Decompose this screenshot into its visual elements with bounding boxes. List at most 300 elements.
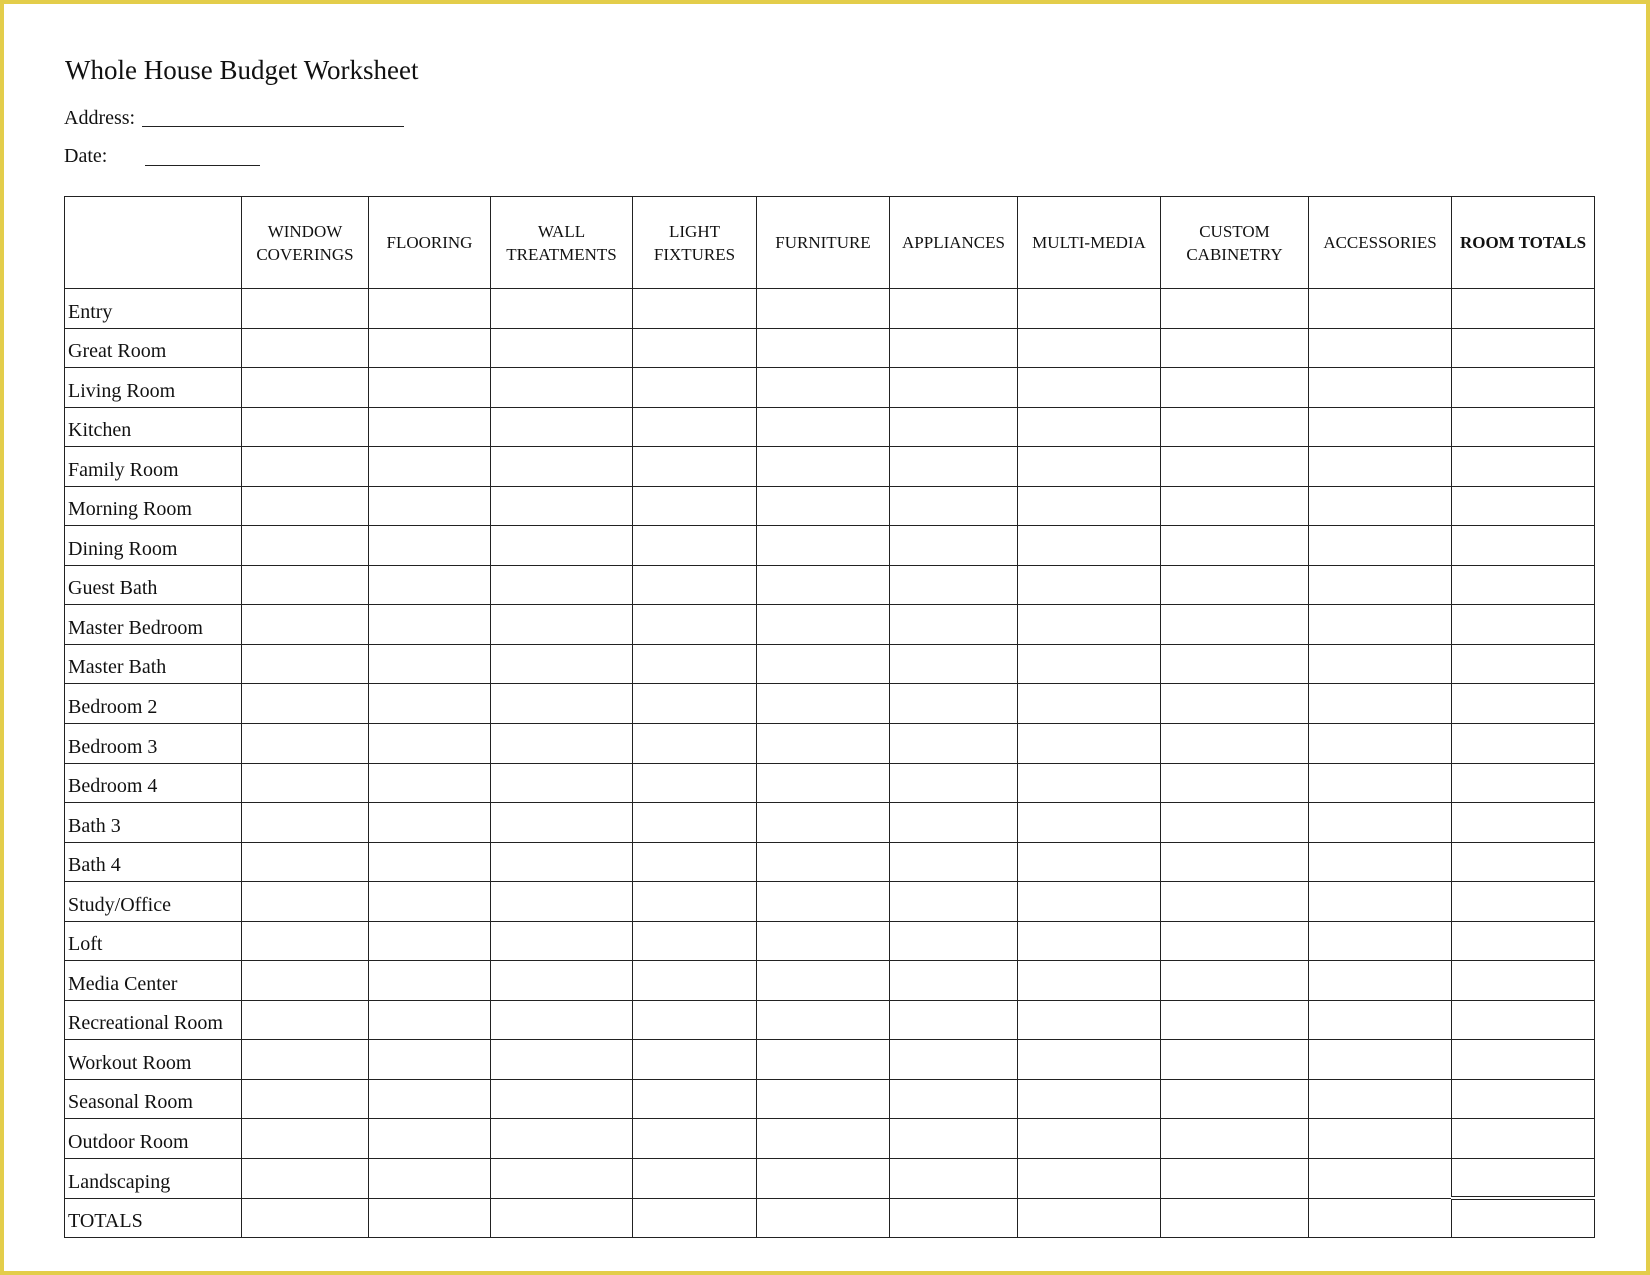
- budget-cell[interactable]: [757, 605, 890, 645]
- address-label: Address:: [64, 107, 136, 129]
- budget-cell[interactable]: [757, 289, 890, 329]
- budget-cell[interactable]: [242, 803, 369, 843]
- budget-cell[interactable]: [633, 368, 757, 408]
- table-row: [65, 486, 1595, 526]
- budget-cell[interactable]: [1161, 565, 1309, 605]
- budget-cell[interactable]: [1309, 526, 1452, 566]
- budget-cell[interactable]: [633, 605, 757, 645]
- budget-cell[interactable]: [242, 1159, 369, 1199]
- budget-cell[interactable]: [757, 684, 890, 724]
- room-total-cell[interactable]: [1452, 644, 1595, 684]
- room-total-cell[interactable]: [1452, 1198, 1595, 1238]
- budget-cell[interactable]: [890, 803, 1018, 843]
- budget-cell[interactable]: [1161, 447, 1309, 487]
- budget-cell[interactable]: [1309, 763, 1452, 803]
- budget-cell[interactable]: [633, 526, 757, 566]
- budget-cell[interactable]: [757, 1040, 890, 1080]
- budget-cell[interactable]: [491, 1079, 633, 1119]
- budget-cell[interactable]: [491, 882, 633, 922]
- table-row: [65, 407, 1595, 447]
- budget-cell[interactable]: [1309, 644, 1452, 684]
- row-label: Dining Room: [65, 526, 242, 566]
- row-label: Seasonal Room: [65, 1079, 242, 1119]
- budget-cell[interactable]: [369, 1079, 491, 1119]
- budget-table-body: [65, 289, 1595, 1238]
- budget-cell[interactable]: [369, 842, 491, 882]
- budget-cell[interactable]: [369, 289, 491, 329]
- budget-cell[interactable]: [1309, 605, 1452, 645]
- budget-cell[interactable]: [1018, 565, 1161, 605]
- budget-cell[interactable]: [242, 1000, 369, 1040]
- budget-cell[interactable]: [1309, 961, 1452, 1001]
- budget-cell[interactable]: [369, 1000, 491, 1040]
- budget-cell[interactable]: [1161, 1198, 1309, 1238]
- budget-cell[interactable]: [1018, 644, 1161, 684]
- row-label: TOTALS: [65, 1198, 242, 1238]
- budget-cell[interactable]: [491, 1000, 633, 1040]
- budget-cell[interactable]: [757, 1159, 890, 1199]
- budget-cell[interactable]: [491, 526, 633, 566]
- date-label: Date:: [64, 145, 108, 167]
- budget-cell[interactable]: [369, 486, 491, 526]
- budget-cell[interactable]: [1161, 407, 1309, 447]
- budget-cell[interactable]: [890, 644, 1018, 684]
- budget-cell[interactable]: [369, 447, 491, 487]
- budget-cell[interactable]: [242, 644, 369, 684]
- budget-cell[interactable]: [242, 961, 369, 1001]
- budget-cell[interactable]: [1309, 882, 1452, 922]
- row-label: Bedroom 4: [65, 763, 242, 803]
- budget-cell[interactable]: [1018, 724, 1161, 764]
- table-row: [65, 1040, 1595, 1080]
- table-row: [65, 289, 1595, 329]
- budget-cell[interactable]: [633, 1119, 757, 1159]
- budget-cell[interactable]: [1309, 842, 1452, 882]
- budget-cell[interactable]: [242, 842, 369, 882]
- row-label: Great Room: [65, 328, 242, 368]
- budget-cell[interactable]: [633, 1198, 757, 1238]
- page-title: Whole House Budget Worksheet: [65, 55, 419, 85]
- budget-cell[interactable]: [369, 328, 491, 368]
- budget-cell[interactable]: [757, 921, 890, 961]
- budget-cell[interactable]: [1309, 1079, 1452, 1119]
- row-label: Study/Office: [65, 882, 242, 922]
- budget-cell[interactable]: [890, 486, 1018, 526]
- budget-cell[interactable]: [1161, 961, 1309, 1001]
- table-row: [65, 1119, 1595, 1159]
- budget-cell[interactable]: [491, 368, 633, 408]
- room-total-cell[interactable]: [1452, 407, 1595, 447]
- budget-cell[interactable]: [633, 328, 757, 368]
- budget-cell[interactable]: [491, 289, 633, 329]
- budget-cell[interactable]: [890, 1000, 1018, 1040]
- column-header-room-totals: ROOM TOTALS: [1452, 197, 1595, 289]
- budget-cell[interactable]: [633, 803, 757, 843]
- budget-cell[interactable]: [1161, 842, 1309, 882]
- budget-cell[interactable]: [369, 644, 491, 684]
- budget-cell[interactable]: [890, 1040, 1018, 1080]
- budget-cell[interactable]: [491, 644, 633, 684]
- budget-cell[interactable]: [890, 724, 1018, 764]
- budget-cell[interactable]: [757, 368, 890, 408]
- budget-cell[interactable]: [757, 407, 890, 447]
- budget-cell[interactable]: [242, 1198, 369, 1238]
- budget-cell[interactable]: [890, 565, 1018, 605]
- budget-cell[interactable]: [369, 565, 491, 605]
- header-row: [65, 197, 1595, 289]
- room-total-cell[interactable]: [1452, 486, 1595, 526]
- budget-cell[interactable]: [1018, 289, 1161, 329]
- room-total-cell[interactable]: [1452, 368, 1595, 408]
- room-total-cell[interactable]: [1452, 1159, 1595, 1199]
- row-label: Bedroom 2: [65, 684, 242, 724]
- budget-cell[interactable]: [890, 407, 1018, 447]
- budget-cell[interactable]: [890, 1198, 1018, 1238]
- budget-cell[interactable]: [757, 565, 890, 605]
- budget-cell[interactable]: [242, 763, 369, 803]
- budget-cell[interactable]: [633, 724, 757, 764]
- budget-cell[interactable]: [1018, 1079, 1161, 1119]
- budget-cell[interactable]: [1018, 526, 1161, 566]
- budget-cell[interactable]: [1161, 486, 1309, 526]
- budget-cell[interactable]: [757, 644, 890, 684]
- budget-cell[interactable]: [1309, 1119, 1452, 1159]
- room-total-cell[interactable]: [1452, 842, 1595, 882]
- budget-cell[interactable]: [890, 526, 1018, 566]
- table-row: [65, 368, 1595, 408]
- budget-cell[interactable]: [890, 961, 1018, 1001]
- budget-cell[interactable]: [369, 368, 491, 408]
- budget-cell[interactable]: [242, 1040, 369, 1080]
- table-row: [65, 526, 1595, 566]
- room-total-cell[interactable]: [1452, 1040, 1595, 1080]
- column-header-custom-cabinetry: CUSTOM CABINETRY: [1161, 197, 1309, 289]
- budget-cell[interactable]: [1018, 961, 1161, 1001]
- budget-cell[interactable]: [1018, 1040, 1161, 1080]
- budget-cell[interactable]: [369, 1159, 491, 1199]
- budget-cell[interactable]: [491, 447, 633, 487]
- row-label: Entry: [65, 289, 242, 329]
- budget-cell[interactable]: [633, 1079, 757, 1119]
- budget-cell[interactable]: [369, 763, 491, 803]
- budget-cell[interactable]: [491, 565, 633, 605]
- table-row: [65, 1159, 1595, 1199]
- column-header-light-fixtures: LIGHT FIXTURES: [633, 197, 757, 289]
- budget-cell[interactable]: [1018, 842, 1161, 882]
- budget-cell[interactable]: [242, 526, 369, 566]
- budget-cell[interactable]: [1018, 1198, 1161, 1238]
- budget-cell[interactable]: [1161, 1159, 1309, 1199]
- budget-cell[interactable]: [757, 882, 890, 922]
- budget-cell[interactable]: [491, 961, 633, 1001]
- budget-cell[interactable]: [491, 763, 633, 803]
- budget-cell[interactable]: [1161, 605, 1309, 645]
- budget-cell[interactable]: [1161, 921, 1309, 961]
- room-total-cell[interactable]: [1452, 605, 1595, 645]
- budget-cell[interactable]: [633, 644, 757, 684]
- budget-cell[interactable]: [242, 605, 369, 645]
- budget-cell[interactable]: [1018, 803, 1161, 843]
- budget-cell[interactable]: [1018, 328, 1161, 368]
- budget-cell[interactable]: [242, 1119, 369, 1159]
- budget-cell[interactable]: [1309, 486, 1452, 526]
- budget-cell[interactable]: [369, 1198, 491, 1238]
- budget-cell[interactable]: [1309, 724, 1452, 764]
- budget-cell[interactable]: [491, 1159, 633, 1199]
- budget-cell[interactable]: [757, 961, 890, 1001]
- budget-cell[interactable]: [1161, 1119, 1309, 1159]
- budget-cell[interactable]: [1018, 882, 1161, 922]
- room-total-cell[interactable]: [1452, 921, 1595, 961]
- budget-cell[interactable]: [491, 684, 633, 724]
- budget-cell[interactable]: [890, 1159, 1018, 1199]
- budget-cell[interactable]: [757, 763, 890, 803]
- budget-cell[interactable]: [1018, 486, 1161, 526]
- budget-cell[interactable]: [369, 526, 491, 566]
- budget-cell[interactable]: [1309, 1000, 1452, 1040]
- room-total-cell[interactable]: [1452, 803, 1595, 843]
- table-row: [65, 961, 1595, 1001]
- budget-cell[interactable]: [1161, 644, 1309, 684]
- table-row: [65, 882, 1595, 922]
- budget-cell[interactable]: [491, 605, 633, 645]
- date-field[interactable]: [145, 165, 260, 166]
- budget-cell[interactable]: [242, 328, 369, 368]
- budget-cell[interactable]: [369, 684, 491, 724]
- budget-cell[interactable]: [1309, 921, 1452, 961]
- budget-cell[interactable]: [890, 447, 1018, 487]
- budget-cell[interactable]: [242, 882, 369, 922]
- budget-cell[interactable]: [1018, 407, 1161, 447]
- room-total-cell[interactable]: [1452, 763, 1595, 803]
- budget-cell[interactable]: [1161, 1000, 1309, 1040]
- budget-cell[interactable]: [1309, 289, 1452, 329]
- totals-row: [65, 1198, 1595, 1238]
- budget-cell[interactable]: [1309, 684, 1452, 724]
- budget-cell[interactable]: [633, 565, 757, 605]
- budget-cell[interactable]: [491, 921, 633, 961]
- table-row: [65, 644, 1595, 684]
- budget-cell[interactable]: [1161, 289, 1309, 329]
- budget-cell[interactable]: [1161, 1040, 1309, 1080]
- budget-cell[interactable]: [1018, 1159, 1161, 1199]
- budget-cell[interactable]: [491, 1040, 633, 1080]
- row-label: Outdoor Room: [65, 1119, 242, 1159]
- column-header-multi-media: MULTI-MEDIA: [1018, 197, 1161, 289]
- budget-cell[interactable]: [757, 803, 890, 843]
- budget-cell[interactable]: [491, 842, 633, 882]
- column-header-room: [65, 197, 242, 289]
- budget-cell[interactable]: [1309, 1198, 1452, 1238]
- budget-cell[interactable]: [369, 961, 491, 1001]
- table-row: [65, 1079, 1595, 1119]
- budget-cell[interactable]: [491, 1119, 633, 1159]
- row-label: Living Room: [65, 368, 242, 408]
- budget-cell[interactable]: [890, 368, 1018, 408]
- row-label: Loft: [65, 921, 242, 961]
- budget-cell[interactable]: [757, 1198, 890, 1238]
- budget-cell[interactable]: [757, 328, 890, 368]
- budget-cell[interactable]: [1161, 684, 1309, 724]
- budget-cell[interactable]: [1161, 882, 1309, 922]
- budget-cell[interactable]: [1018, 684, 1161, 724]
- room-total-cell[interactable]: [1452, 1079, 1595, 1119]
- table-row: [65, 328, 1595, 368]
- budget-cell[interactable]: [890, 289, 1018, 329]
- budget-cell[interactable]: [633, 1159, 757, 1199]
- budget-cell[interactable]: [890, 1119, 1018, 1159]
- room-total-cell[interactable]: [1452, 684, 1595, 724]
- budget-cell[interactable]: [1161, 724, 1309, 764]
- room-total-cell[interactable]: [1452, 1119, 1595, 1159]
- column-header-accessories: ACCESSORIES: [1309, 197, 1452, 289]
- room-total-cell[interactable]: [1452, 328, 1595, 368]
- table-row: [65, 605, 1595, 645]
- budget-cell[interactable]: [890, 842, 1018, 882]
- budget-cell[interactable]: [1161, 763, 1309, 803]
- budget-cell[interactable]: [757, 486, 890, 526]
- budget-cell[interactable]: [890, 328, 1018, 368]
- budget-cell[interactable]: [757, 526, 890, 566]
- budget-cell[interactable]: [757, 1119, 890, 1159]
- table-row: [65, 921, 1595, 961]
- budget-cell[interactable]: [633, 1000, 757, 1040]
- budget-cell[interactable]: [1018, 605, 1161, 645]
- room-total-cell[interactable]: [1452, 882, 1595, 922]
- budget-cell[interactable]: [633, 486, 757, 526]
- budget-cell[interactable]: [757, 842, 890, 882]
- budget-cell[interactable]: [633, 407, 757, 447]
- budget-cell[interactable]: [633, 842, 757, 882]
- row-label: Master Bedroom: [65, 605, 242, 645]
- budget-table: [64, 196, 1595, 1238]
- budget-cell[interactable]: [890, 1079, 1018, 1119]
- budget-cell[interactable]: [242, 1079, 369, 1119]
- budget-cell[interactable]: [757, 724, 890, 764]
- budget-cell[interactable]: [1309, 447, 1452, 487]
- budget-cell[interactable]: [369, 803, 491, 843]
- budget-cell[interactable]: [369, 605, 491, 645]
- room-total-cell[interactable]: [1452, 526, 1595, 566]
- budget-cell[interactable]: [890, 605, 1018, 645]
- budget-cell[interactable]: [242, 684, 369, 724]
- room-total-cell[interactable]: [1452, 565, 1595, 605]
- budget-cell[interactable]: [491, 724, 633, 764]
- row-label: Landscaping: [65, 1159, 242, 1199]
- budget-cell[interactable]: [491, 407, 633, 447]
- budget-cell[interactable]: [1018, 368, 1161, 408]
- budget-cell[interactable]: [757, 447, 890, 487]
- budget-cell[interactable]: [633, 763, 757, 803]
- budget-cell[interactable]: [757, 1000, 890, 1040]
- table-row: [65, 724, 1595, 764]
- budget-cell[interactable]: [491, 328, 633, 368]
- budget-cell[interactable]: [242, 289, 369, 329]
- budget-cell[interactable]: [633, 289, 757, 329]
- row-label: Bath 4: [65, 842, 242, 882]
- room-total-cell[interactable]: [1452, 961, 1595, 1001]
- budget-cell[interactable]: [369, 921, 491, 961]
- budget-cell[interactable]: [1309, 1040, 1452, 1080]
- table-row: [65, 803, 1595, 843]
- budget-cell[interactable]: [633, 961, 757, 1001]
- table-row: [65, 684, 1595, 724]
- budget-cell[interactable]: [242, 565, 369, 605]
- budget-cell[interactable]: [242, 447, 369, 487]
- table-row: [65, 842, 1595, 882]
- budget-cell[interactable]: [633, 684, 757, 724]
- room-total-cell[interactable]: [1452, 289, 1595, 329]
- budget-cell[interactable]: [757, 1079, 890, 1119]
- budget-cell[interactable]: [1161, 526, 1309, 566]
- budget-cell[interactable]: [491, 803, 633, 843]
- budget-cell[interactable]: [1309, 328, 1452, 368]
- column-header-wall-treatments: WALL TREATMENTS: [491, 197, 633, 289]
- budget-cell[interactable]: [491, 1198, 633, 1238]
- budget-cell[interactable]: [242, 407, 369, 447]
- room-total-cell[interactable]: [1452, 1000, 1595, 1040]
- row-label: Workout Room: [65, 1040, 242, 1080]
- budget-cell[interactable]: [1018, 447, 1161, 487]
- row-label: Media Center: [65, 961, 242, 1001]
- budget-cell[interactable]: [1309, 803, 1452, 843]
- budget-cell[interactable]: [369, 407, 491, 447]
- budget-cell[interactable]: [1018, 763, 1161, 803]
- budget-cell[interactable]: [369, 882, 491, 922]
- room-total-cell[interactable]: [1452, 447, 1595, 487]
- room-total-cell[interactable]: [1452, 724, 1595, 764]
- budget-cell[interactable]: [1309, 565, 1452, 605]
- budget-cell[interactable]: [633, 447, 757, 487]
- table-row: [65, 763, 1595, 803]
- budget-cell[interactable]: [890, 763, 1018, 803]
- budget-cell[interactable]: [369, 1119, 491, 1159]
- row-label: Master Bath: [65, 644, 242, 684]
- budget-cell[interactable]: [242, 368, 369, 408]
- column-header-window-coverings: WINDOW COVERINGS: [242, 197, 369, 289]
- budget-cell[interactable]: [633, 921, 757, 961]
- row-label: Family Room: [65, 447, 242, 487]
- column-header-appliances: APPLIANCES: [890, 197, 1018, 289]
- budget-cell[interactable]: [633, 882, 757, 922]
- column-header-flooring: FLOORING: [369, 197, 491, 289]
- budget-cell[interactable]: [633, 1040, 757, 1080]
- budget-cell[interactable]: [242, 724, 369, 764]
- budget-cell[interactable]: [242, 921, 369, 961]
- budget-cell[interactable]: [1309, 1159, 1452, 1199]
- budget-cell[interactable]: [1309, 368, 1452, 408]
- budget-cell[interactable]: [1018, 921, 1161, 961]
- address-field[interactable]: [142, 126, 404, 127]
- budget-cell[interactable]: [890, 684, 1018, 724]
- budget-cell[interactable]: [890, 882, 1018, 922]
- budget-cell[interactable]: [369, 1040, 491, 1080]
- budget-cell[interactable]: [1309, 407, 1452, 447]
- budget-cell[interactable]: [242, 486, 369, 526]
- budget-cell[interactable]: [491, 486, 633, 526]
- budget-cell[interactable]: [1161, 803, 1309, 843]
- budget-cell[interactable]: [1018, 1000, 1161, 1040]
- budget-cell[interactable]: [1161, 328, 1309, 368]
- table-row: [65, 565, 1595, 605]
- budget-cell[interactable]: [890, 921, 1018, 961]
- budget-cell[interactable]: [1161, 368, 1309, 408]
- budget-cell[interactable]: [1018, 1119, 1161, 1159]
- table-row: [65, 1000, 1595, 1040]
- row-label: Morning Room: [65, 486, 242, 526]
- budget-cell[interactable]: [1161, 1079, 1309, 1119]
- budget-cell[interactable]: [369, 724, 491, 764]
